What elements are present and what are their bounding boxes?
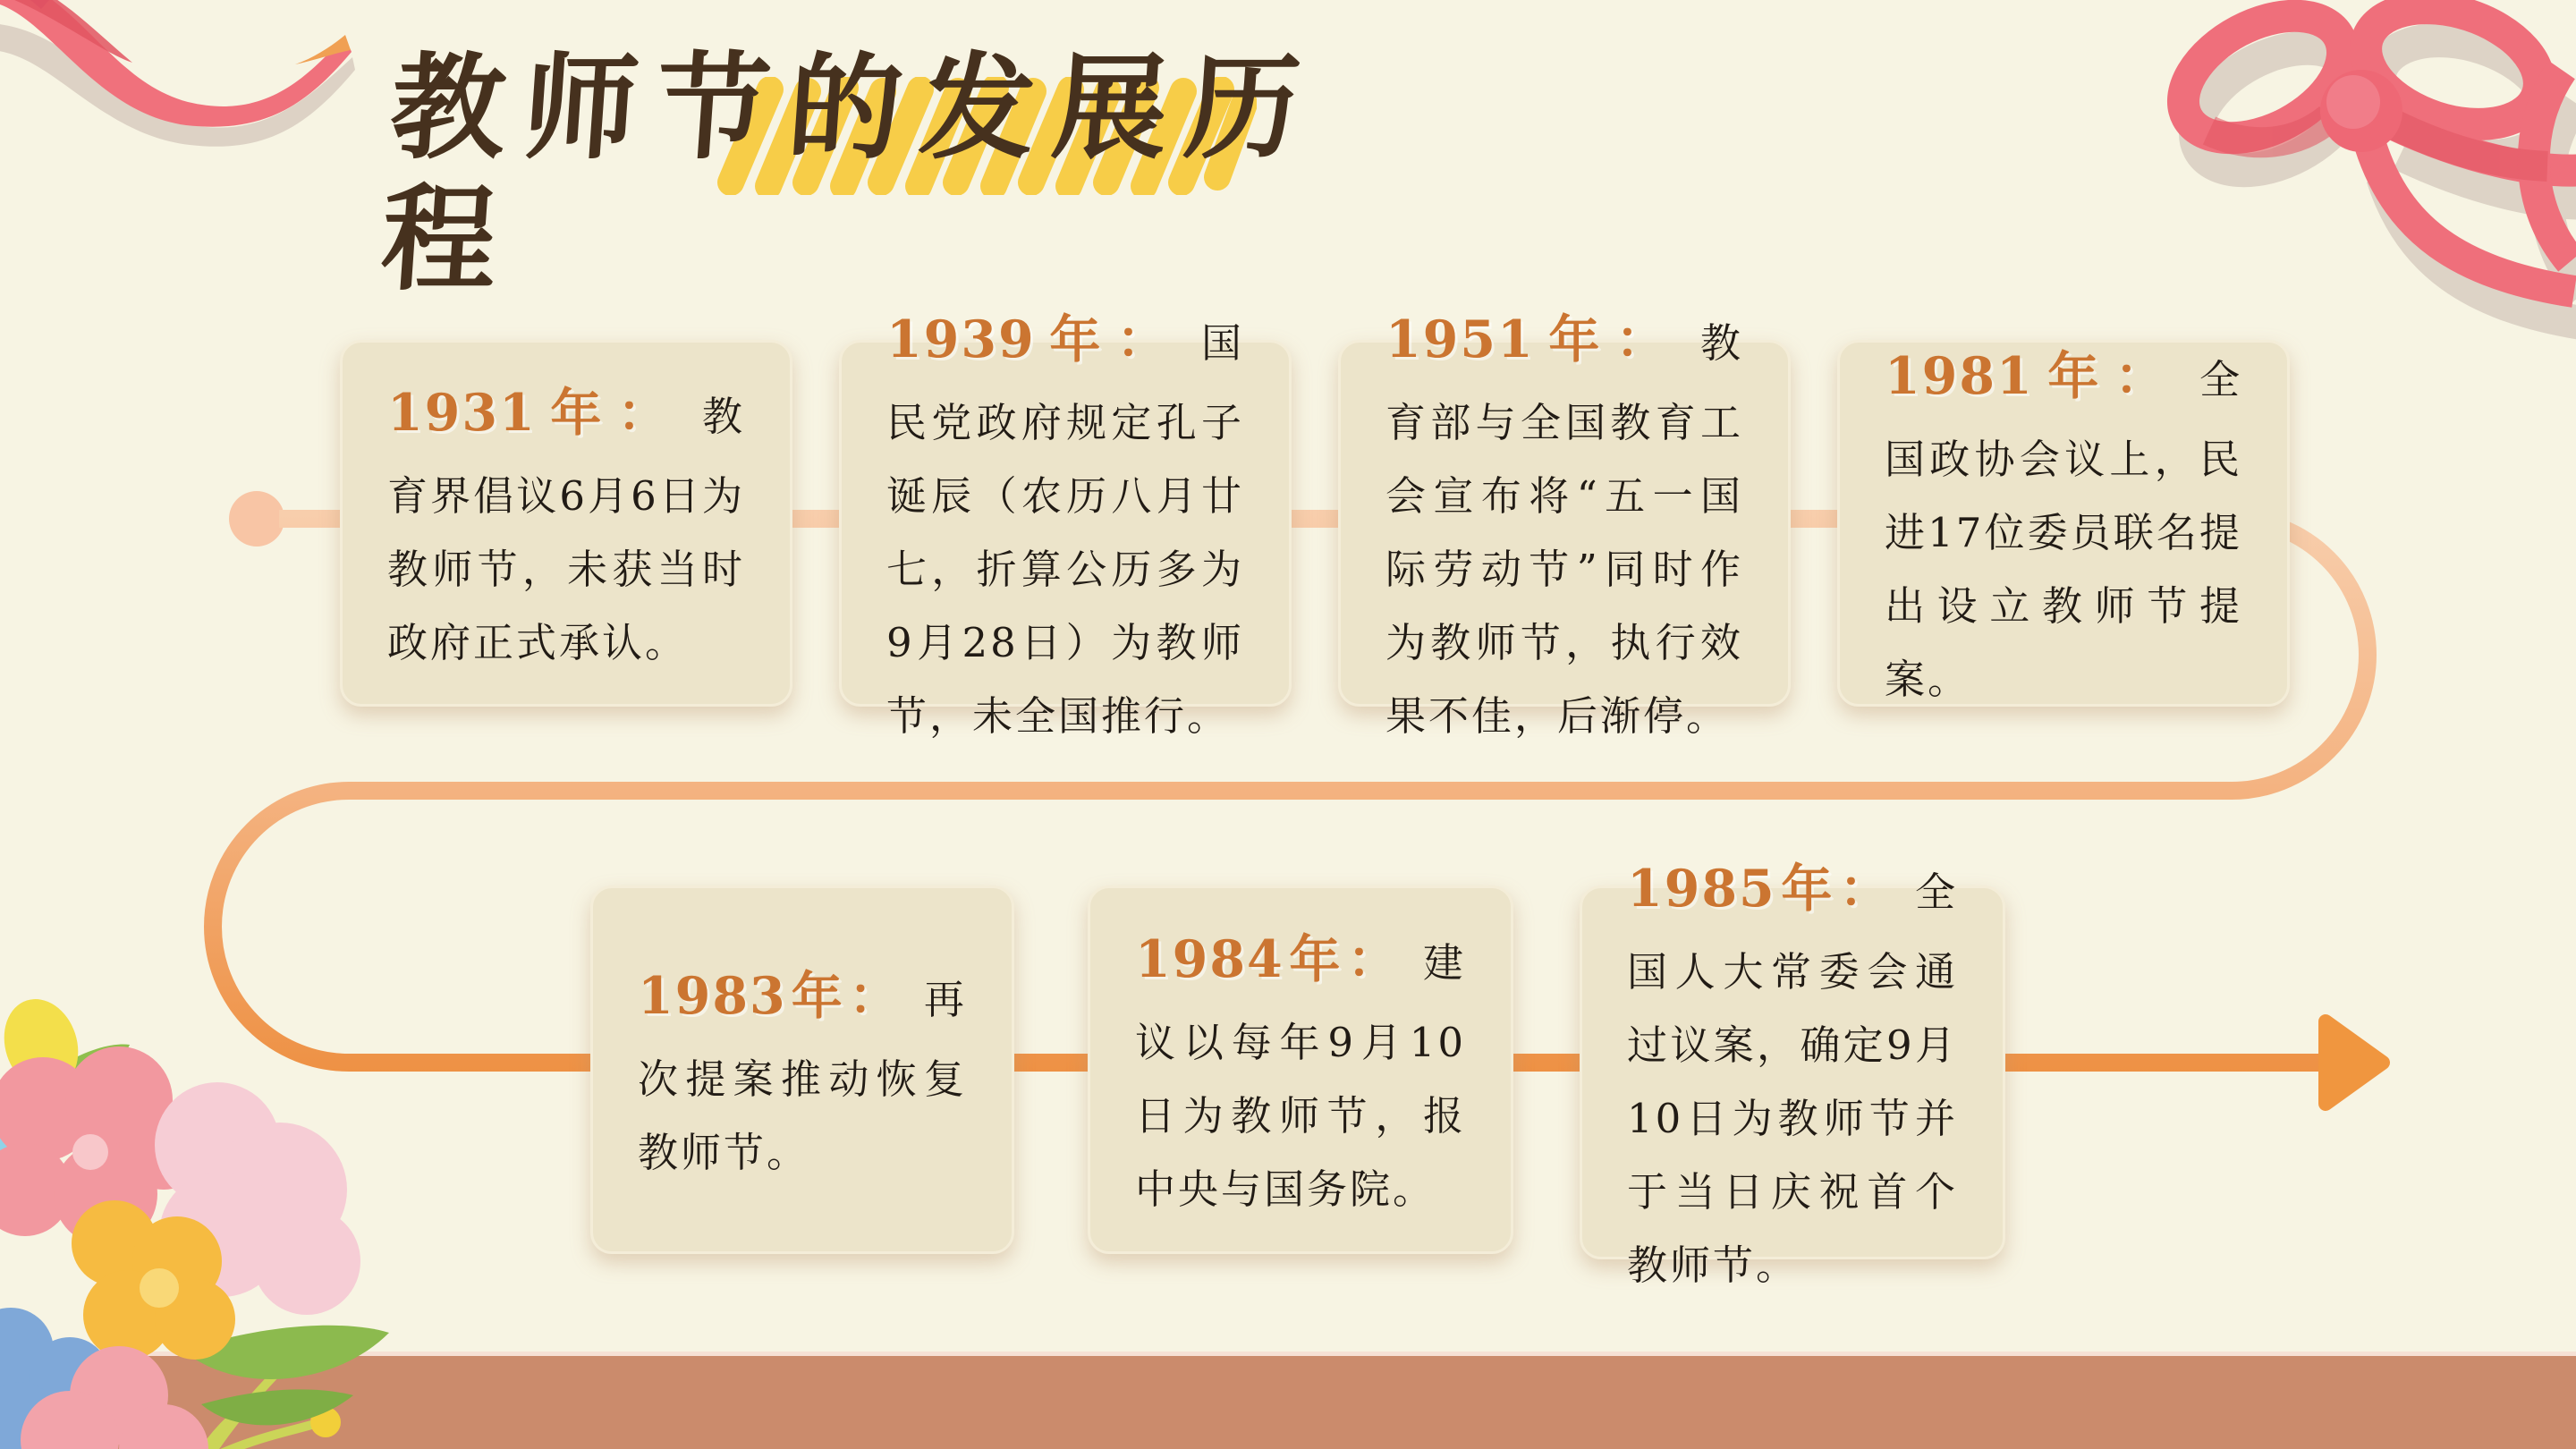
year-label: 1939年： [886,309,1183,370]
card-body [1885,330,2242,716]
timeline-card-1981 [1837,340,2290,707]
timeline-start-dot [229,491,284,547]
event-text: 建议以每年9月10日为教师节，报中央与国务院。 [1135,939,1466,1213]
year-label: 1984年： [1135,929,1405,990]
bow-ribbon-icon [2154,0,2576,372]
event-text: 教育界倡议6月6日为教师节，未获当时政府正式承认。 [387,393,745,666]
card-body [1385,293,1743,752]
timeline-card-1984 [1088,886,1513,1254]
timeline-card-1939 [839,309,1292,740]
timeline-card-1931 [340,340,792,707]
year-label: 1981年： [1885,346,2182,407]
card-body [1135,913,1466,1225]
timeline-arrow [2326,1021,2383,1104]
event-text: 全国人大常委会通过议案，确定9月10日为教师节并于当日庆祝首个教师节。 [1627,869,1958,1289]
year-label: 1931年： [387,383,684,444]
flower-bouquet-icon [0,964,662,1449]
card-body [387,367,745,679]
year-label: 1983年： [638,966,906,1027]
card-body [1627,843,1958,1301]
event-text: 教育部与全国教育工会宣布将“五一国际劳动节”同时作为教师节，执行效果不佳，后渐停。 [1385,319,1743,740]
year-label: 1951年： [1385,309,1682,370]
card-body [638,950,967,1190]
year-label: 1985年： [1627,859,1897,919]
timeline-card-1951 [1338,309,1791,740]
page-title: 教师节的发展历程 [377,41,1323,308]
event-text: 国民党政府规定孔子诞辰（农历八月廿七，折算公历多为9月28日）为教师节，未全国推行。 [886,319,1244,740]
card-body [886,293,1244,752]
event-text: 全国政协会议上，民进17位委员联名提出设立教师节提案。 [1885,356,2242,703]
timeline-card-1985 [1580,859,2005,1289]
ribbon-streamer-icon [0,0,367,182]
event-text: 再次提案推动恢复教师节。 [638,976,967,1176]
